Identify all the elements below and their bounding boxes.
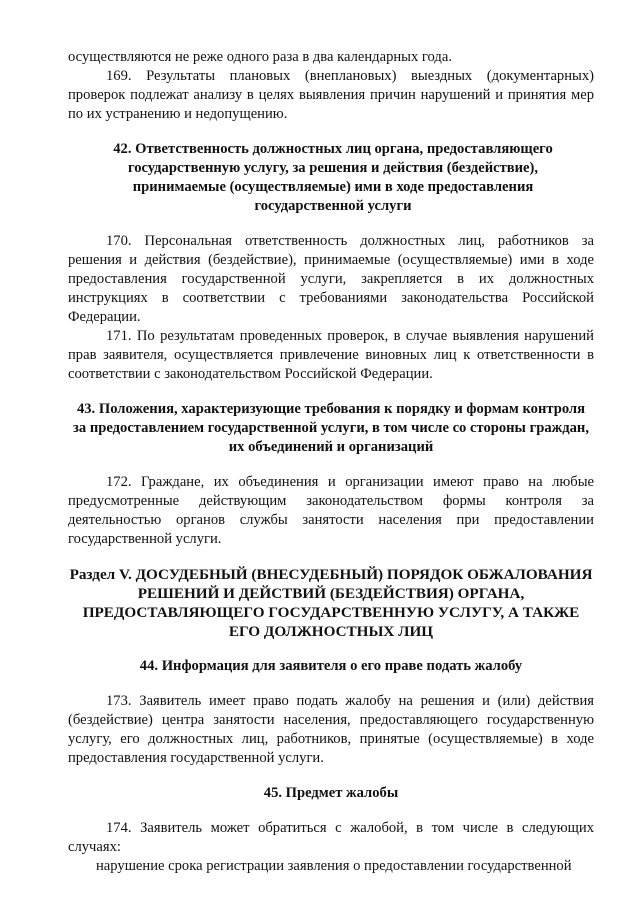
list-item-first: нарушение срока регистрации заявления о предоставлении государственной — [96, 858, 572, 874]
heading-43: 43. Положения, характеризующие требования к порядку и формам контроля за предоставлением государственной услуги, в том числе со стороны граждан, их объединений и организаций — [73, 401, 589, 455]
section-5-heading: Раздел V. ДОСУДЕБНЫЙ (ВНЕСУДЕБНЫЙ) ПОРЯДОК ОБЖАЛОВАНИЯ РЕШЕНИЙ И ДЕЙСТВИЙ (БЕЗДЕЙСТВИЯ) ОРГАНА, ПРЕДОСТАВЛЯЮЩЕГО ГОСУДАРСТВЕННУЮ УСЛУГУ, А ТАКЖЕ ЕГО ДОЛЖНОСТНЫХ ЛИЦ — [69, 566, 593, 640]
paragraph-174: 174. Заявитель может обратиться с жалобой, в том числе в следующих случаях: — [68, 820, 594, 855]
paragraph-170: 170. Персональная ответственность должностных лиц, работников за решения и действия (бездействие), принимаемые (осуществляемые) ими в ходе предоставления государственной услуги, закрепляется в их должностных инструкциях в соответствии с требованиями законодательства Российской Федерации. — [68, 233, 594, 325]
heading-42: 42. Ответственность должностных лиц органа, предоставляющего государственную услугу, за решения и действия (бездействие), принимаемые (осуществляемые) ими в ходе предоставления государственной услуги — [113, 141, 553, 214]
paragraph-169: 169. Результаты плановых (внеплановых) выездных (документарных) проверок подлежат анализу в целях выявления причин нарушений и принятия мер по их устранению и недопущению. — [68, 68, 594, 122]
paragraph-173: 173. Заявитель имеет право подать жалобу на решения и (или) действия (бездействие) центра занятости населения, предоставляющего государственную услугу, его должностных лиц, работников, принятые (осуществляемые) в ходе предоставления государственной услуги. — [68, 693, 594, 766]
heading-44: 44. Информация для заявителя о его праве подать жалобу — [139, 658, 523, 674]
heading-45: 45. Предмет жалобы — [263, 785, 399, 801]
paragraph-172: 172. Граждане, их объединения и организации имеют право на любые предусмотренные действующим законодательством формы контроля за деятельностью органов службы занятости населения при предоставлении государственной услуги. — [68, 474, 594, 547]
paragraph-171: 171. По результатам проведенных проверок, в случае выявления нарушений прав заявителя, осуществляется привлечение виновных лиц к ответственности в соответствии с законодательством Российской Федерации. — [68, 328, 594, 382]
document-page — [68, 48, 594, 876]
paragraph-continuation: осуществляются не реже одного раза в два календарных года. — [68, 49, 452, 65]
